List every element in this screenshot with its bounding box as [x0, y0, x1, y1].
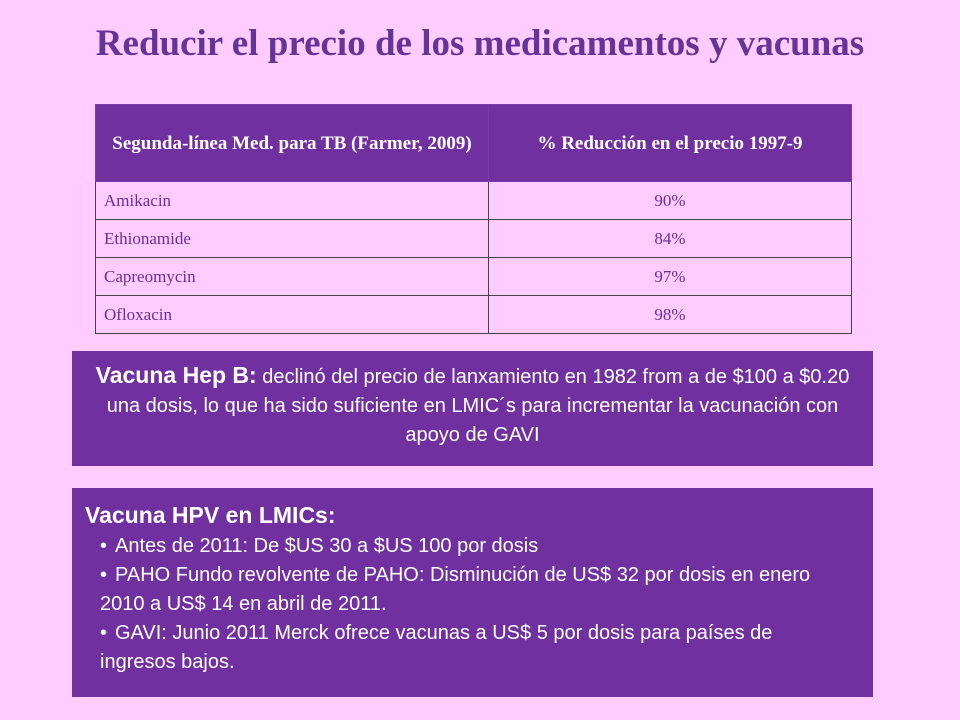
list-item: [85, 619, 853, 677]
hpv-heading: Vacuna HPV en LMICs:: [85, 502, 336, 528]
hep-b-vaccine-box: [72, 351, 873, 466]
column-header-reduction: % Reducción en el precio 1997-9: [489, 105, 852, 182]
hpv-vaccine-box: [72, 488, 873, 697]
reduction-cell: 84%: [489, 220, 852, 258]
bullet-icon: •: [100, 564, 108, 586]
hep-b-lead: Vacuna Hep B:: [95, 362, 257, 388]
list-item: [85, 532, 853, 561]
column-header-drug: Segunda-línea Med. para TB (Farmer, 2009): [96, 105, 489, 182]
drug-cell: Ofloxacin: [96, 296, 489, 334]
price-reduction-table: [95, 104, 852, 334]
drug-cell: Ethionamide: [96, 220, 489, 258]
reduction-cell: 97%: [489, 258, 852, 296]
bullet-text: GAVI: Junio 2011 Merck ofrece vacunas a US$ 5 por dosis para países de ingresos bajos.: [100, 622, 773, 673]
bullet-text: Antes de 2011: De $US 30 a $US 100 por dosis: [115, 535, 539, 557]
hep-b-text: declinó del precio de lanxamiento en 1982 from a de $100 a $0.20 una dosis, lo que ha sido suficiente en LMIC´s para incrementar la vacunación con apoyo de GAVI: [106, 366, 850, 446]
reduction-cell: 90%: [489, 182, 852, 220]
hpv-bullet-list: [85, 532, 853, 677]
table-header-row: [96, 105, 852, 182]
drug-cell: Capreomycin: [96, 258, 489, 296]
bullet-text: PAHO Fundo revolvente de PAHO: Disminución de US$ 32 por dosis en enero 2010 a US$ 14 en abril de 2011.: [100, 564, 811, 615]
drug-cell: Amikacin: [96, 182, 489, 220]
table-row: [96, 220, 852, 258]
table-row: [96, 258, 852, 296]
bullet-icon: •: [100, 535, 108, 557]
reduction-cell: 98%: [489, 296, 852, 334]
list-item: [85, 561, 853, 619]
table-row: [96, 182, 852, 220]
slide-title: Reducir el precio de los medicamentos y vacunas: [95, 23, 865, 64]
bullet-icon: •: [100, 622, 108, 644]
table-row: [96, 296, 852, 334]
